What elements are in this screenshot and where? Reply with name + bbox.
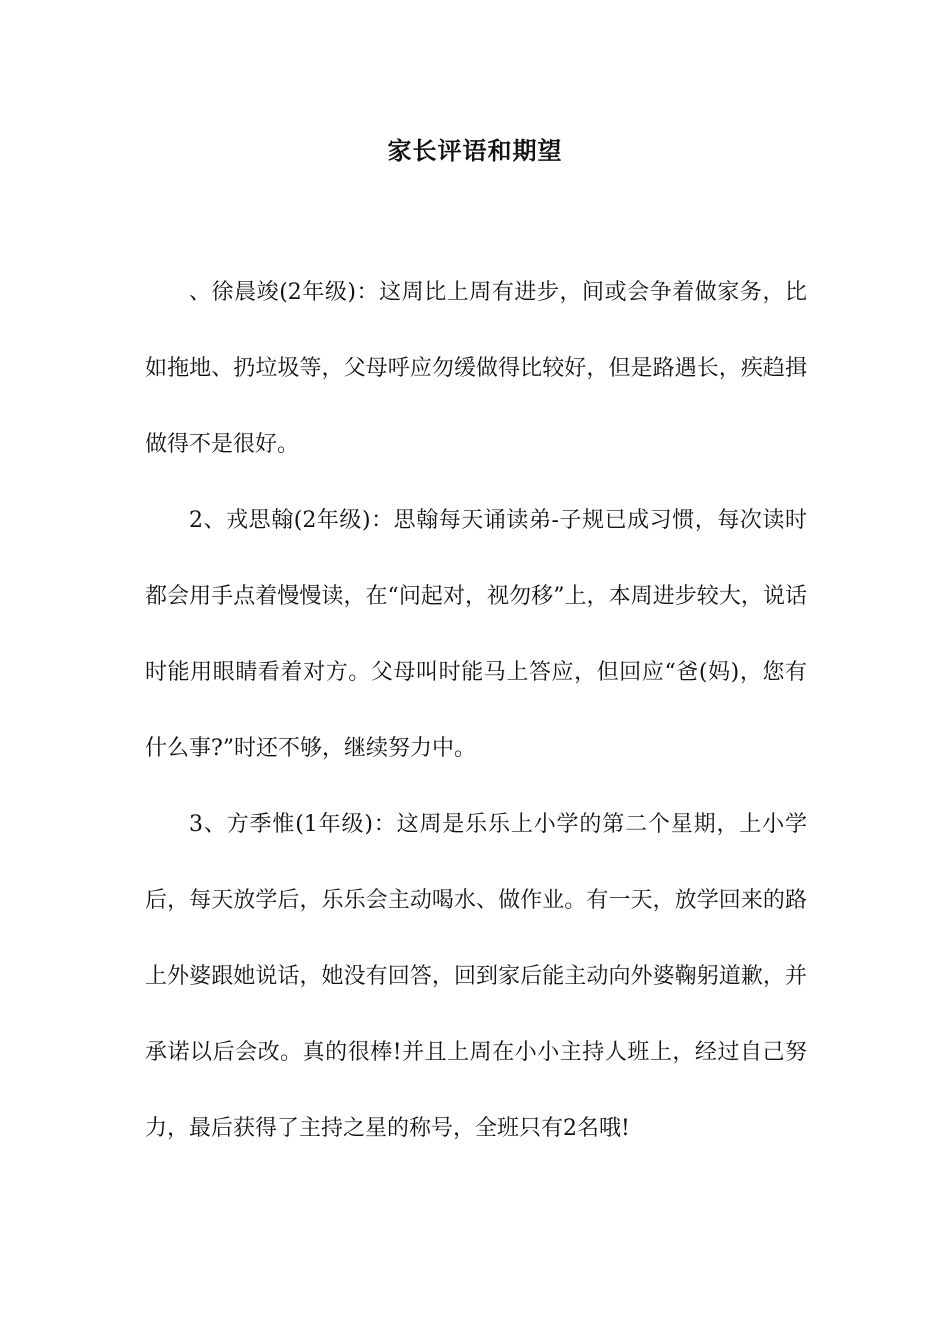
paragraph-3: 3、方季惟(1年级)：这周是乐乐上小学的第二个星期，上小学后，每天放学后，乐乐会主动喝水、做作业。有一天，放学回来的路上外婆跟她说话，她没有回答，回到家后能主动向外婆鞠躬道歉，并承诺以后会改。真的很棒!并且上周在小小主持人班上，经过自己努力，最后获得了主持之星的称号，全班只有2名哦!: [145, 812, 807, 1141]
paragraph-2: 2、戎思翰(2年级)：思翰每天诵读弟-子规已成习惯，每次读时都会用手点着慢慢读，在“问起对，视勿移”上，本周进步较大，说话时能用眼睛看着对方。父母叫时能马上答应，但回应“爸(妈)，您有什么事?”时还不够，继续努力中。: [145, 508, 807, 761]
document-title: 家长评语和期望: [387, 136, 563, 165]
document-body: [145, 255, 807, 1167]
paragraph-1: 、徐晨竣(2年级)：这周比上周有进步，间或会争着做家务，比如拖地、扔垃圾等，父母呼应勿缓做得比较好，但是路遇长，疾趋揖做得不是很好。: [145, 280, 807, 457]
